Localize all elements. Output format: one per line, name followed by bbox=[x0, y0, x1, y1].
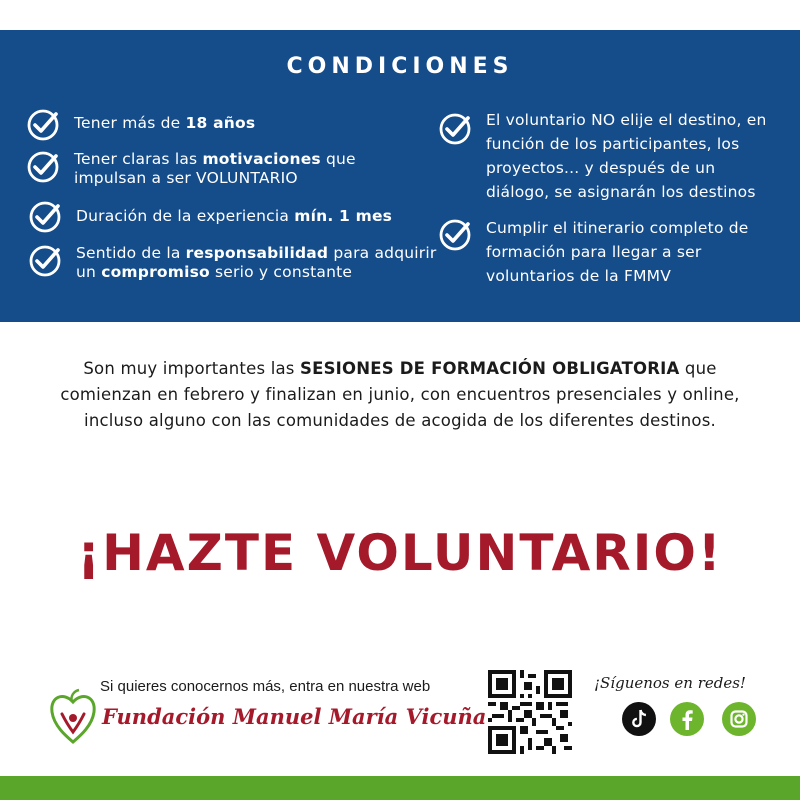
text-span: Duración de la experiencia bbox=[76, 207, 295, 225]
check-circle-icon bbox=[438, 112, 472, 146]
condition-text bbox=[76, 244, 438, 282]
check-circle-icon bbox=[438, 218, 472, 252]
emphasis-text: compromiso bbox=[101, 263, 210, 281]
top-margin bbox=[0, 0, 800, 30]
conditions-panel bbox=[0, 30, 800, 322]
emphasis-text: motivaciones bbox=[202, 150, 321, 168]
check-circle-icon bbox=[28, 244, 62, 278]
emphasis-text: responsabilidad bbox=[185, 244, 329, 262]
text-span: El voluntario NO elije el destino, en función de los participantes, los proyectos... y después de un diálogo, se asignarán los destinos bbox=[486, 111, 767, 201]
emphasis-text: 18 años bbox=[185, 114, 256, 132]
follow-us-text: ¡Síguenos en redes! bbox=[594, 674, 746, 692]
condition-item bbox=[26, 150, 406, 188]
condition-text bbox=[74, 108, 255, 133]
bottom-green-bar bbox=[0, 776, 800, 800]
condition-item bbox=[438, 218, 783, 288]
instagram-icon[interactable] bbox=[722, 702, 756, 736]
conditions-title: CONDICIONES bbox=[286, 54, 514, 79]
emphasis-text: mín. 1 mes bbox=[294, 207, 393, 225]
qr-code[interactable] bbox=[488, 670, 572, 754]
condition-text bbox=[76, 200, 392, 226]
training-sessions-text bbox=[60, 356, 740, 434]
condition-item bbox=[26, 108, 406, 142]
condition-item bbox=[28, 200, 428, 234]
text-span: Tener claras las bbox=[74, 150, 203, 168]
text-span: Son muy importantes las bbox=[83, 359, 301, 378]
text-span: que impulsan a ser VOLUNTARIO bbox=[74, 150, 356, 187]
call-to-action-heading: ¡HAZTE VOLUNTARIO! bbox=[77, 524, 723, 582]
text-span: Tener más de bbox=[74, 114, 186, 132]
text-span: que comienzan en febrero y finalizan en junio, con encuentros presenciales y online, incluso alguno con las comunidades de acogida de los diferentes destinos. bbox=[60, 359, 740, 430]
condition-text bbox=[486, 108, 783, 204]
check-circle-icon bbox=[26, 108, 60, 142]
text-span: para adquirir un bbox=[76, 244, 437, 281]
facebook-icon[interactable] bbox=[670, 702, 704, 736]
condition-text bbox=[74, 150, 394, 188]
check-circle-icon bbox=[26, 150, 60, 184]
condition-item bbox=[438, 112, 783, 204]
text-span: Sentido de la bbox=[76, 244, 186, 262]
condition-text bbox=[486, 216, 783, 288]
tiktok-icon[interactable] bbox=[622, 702, 656, 736]
emphasis-text: SESIONES DE FORMACIÓN OBLIGATORIA bbox=[300, 359, 680, 378]
text-span: Cumplir el itinerario completo de formación para llegar a ser voluntarios de la FMMV bbox=[486, 219, 749, 285]
condition-item bbox=[28, 244, 438, 282]
check-circle-icon bbox=[28, 200, 62, 234]
foundation-logo-icon[interactable] bbox=[48, 688, 98, 748]
text-span: serio y constante bbox=[209, 263, 353, 281]
website-invite-text: Si quieres conocernos más, entra en nuestra web bbox=[100, 678, 431, 695]
foundation-name[interactable]: Fundación Manuel María Vicuña bbox=[102, 704, 487, 729]
